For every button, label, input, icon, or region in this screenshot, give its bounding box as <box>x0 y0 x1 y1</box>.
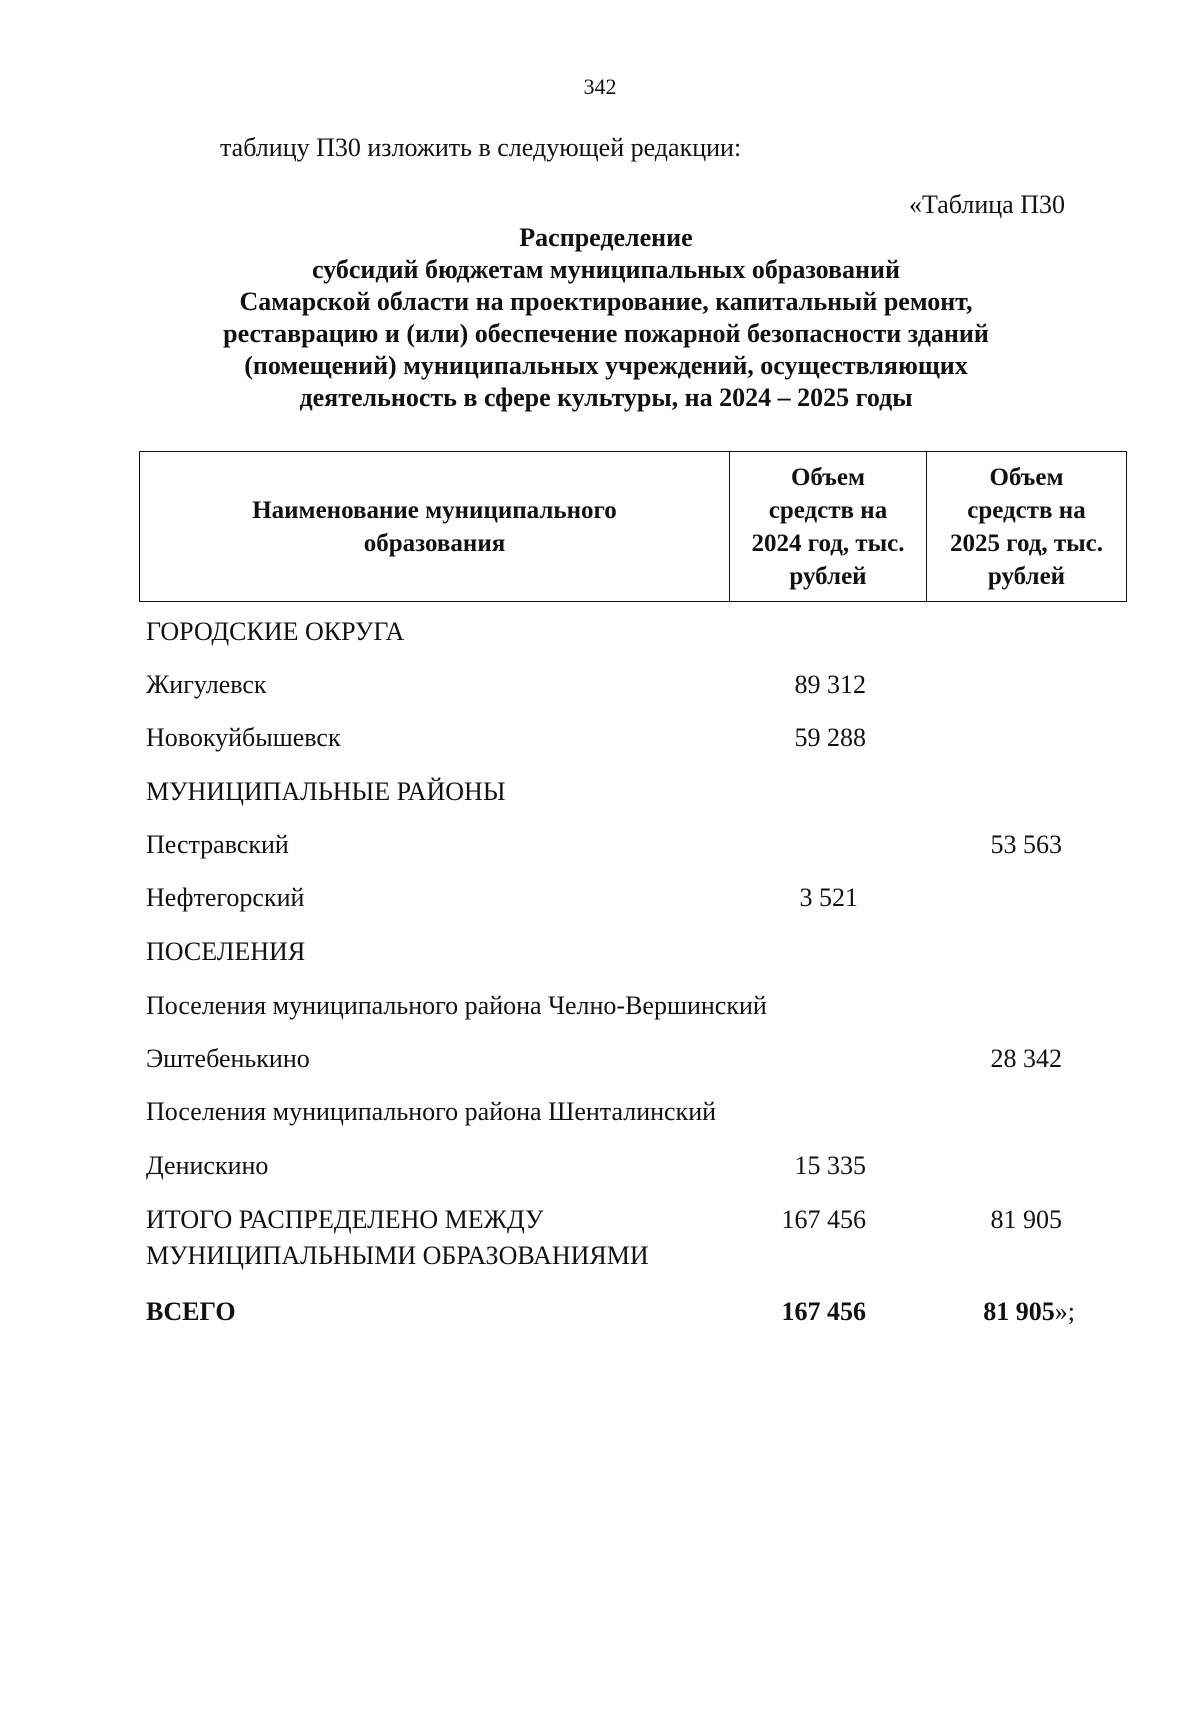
header-2024-line: 2024 год, тыс. <box>751 529 905 557</box>
row-name: Жигулевск <box>146 670 267 699</box>
title-line: (помещений) муниципальных учреждений, осуществляющих <box>244 351 968 380</box>
header-2025-line: средств на <box>967 496 1086 524</box>
row-subsection: Поселения муниципального района Челно-Вершинский <box>146 991 767 1020</box>
grand-total-2024: 167 456 <box>781 1297 866 1326</box>
row-name: Нефтегорский <box>146 883 305 912</box>
header-2025-cell <box>927 452 1127 602</box>
row-name: Пестравский <box>146 830 289 859</box>
header-2024-line: рублей <box>789 562 867 590</box>
header-2024-line: Объем <box>790 463 866 491</box>
row-value-2024: 3 521 <box>799 883 858 912</box>
row-value-2025: 53 563 <box>990 830 1062 859</box>
grand-total-2025: 81 905 <box>983 1297 1055 1326</box>
row-subsection: Поселения муниципального района Шенталинский <box>146 1097 717 1126</box>
row-section-settlements: ПОСЕЛЕНИЯ <box>146 937 306 966</box>
row-section-municipal-districts: МУНИЦИПАЛЬНЫЕ РАЙОНЫ <box>146 777 506 806</box>
total-distributed-label <box>146 1202 649 1274</box>
header-name-line: Наименование муниципального <box>252 496 617 524</box>
row-name: Эштебенькино <box>146 1044 310 1073</box>
title-line: Распределение <box>519 223 693 252</box>
table-header <box>139 451 1127 602</box>
title-line: субсидий бюджетам муниципальных образований <box>312 255 900 284</box>
header-2025-line: Объем <box>989 463 1064 491</box>
row-value-2024: 59 288 <box>794 723 866 752</box>
header-name-line: образования <box>363 529 506 557</box>
row-name: Новокуйбышевск <box>146 723 341 752</box>
closing-quote: »; <box>1054 1297 1075 1326</box>
row-value-2024: 89 312 <box>794 670 866 699</box>
header-name-cell <box>140 452 730 602</box>
header-2024-cell <box>730 452 927 602</box>
row-value-2024: 15 335 <box>794 1151 866 1180</box>
title-line: деятельность в сфере культуры, на 2024 – 2025 годы <box>299 383 913 412</box>
row-section-city-districts: ГОРОДСКИЕ ОКРУГА <box>146 617 405 646</box>
row-value-2025: 28 342 <box>990 1044 1062 1073</box>
row-name: Денискино <box>146 1151 269 1180</box>
total-distributed-2024: 167 456 <box>781 1205 866 1234</box>
total-distributed-2025: 81 905 <box>990 1205 1062 1234</box>
header-2024-line: средств на <box>768 496 888 524</box>
header-2025-line: рублей <box>987 562 1066 590</box>
document-title <box>160 222 1052 414</box>
table-reference: «Таблица П30 <box>909 190 1065 219</box>
title-line: Самарской области на проектирование, капитальный ремонт, <box>239 287 973 316</box>
intro-text: таблицу П30 изложить в следующей редакции: <box>220 133 742 162</box>
total-distributed-line: ИТОГО РАСПРЕДЕЛЕНО МЕЖДУ <box>146 1205 544 1234</box>
total-distributed-line: МУНИЦИПАЛЬНЫМИ ОБРАЗОВАНИЯМИ <box>146 1241 649 1270</box>
title-line: реставрацию и (или) обеспечение пожарной безопасности зданий <box>223 319 989 348</box>
page-number: 342 <box>583 74 617 99</box>
grand-total-label: ВСЕГО <box>146 1297 236 1326</box>
header-2025-line: 2025 год, тыс. <box>949 529 1104 557</box>
grand-total-2025-wrap <box>983 1294 1075 1329</box>
